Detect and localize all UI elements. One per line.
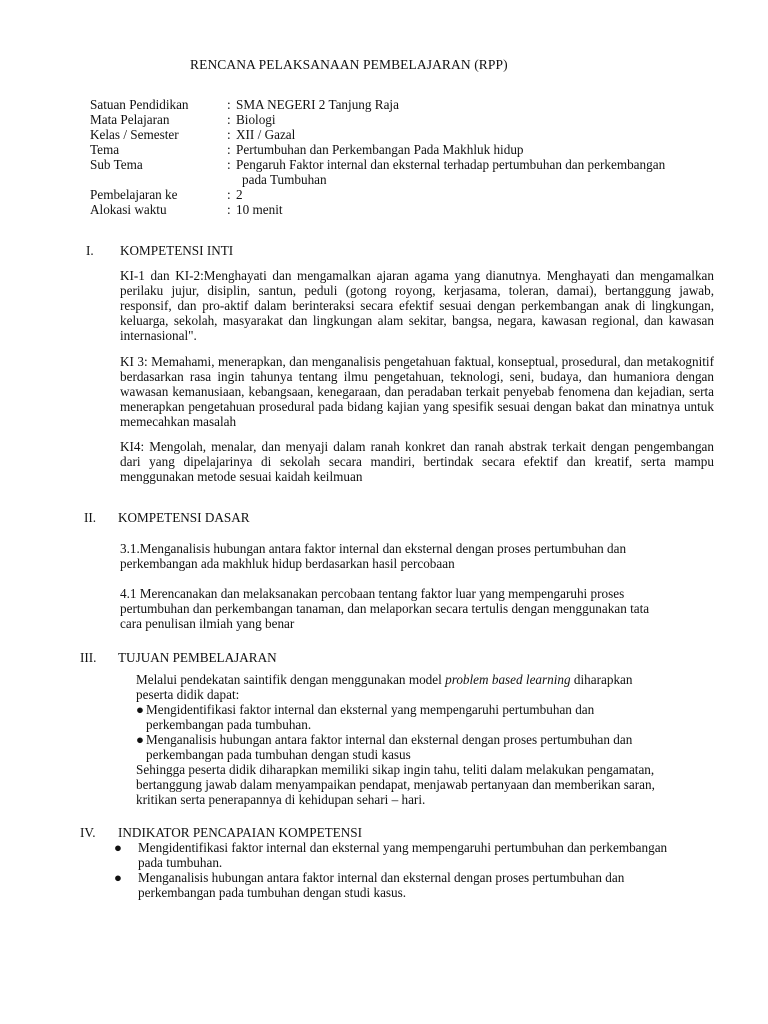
section-number: III. xyxy=(80,650,97,665)
meta-colon: : xyxy=(227,97,231,112)
meta-row-tema xyxy=(90,142,720,157)
paragraph-kd-3-1 xyxy=(120,541,730,571)
text-line xyxy=(136,672,736,687)
paragraph-ki1-ki2: KI-1 dan KI-2:Menghayati dan mengamalkan ajaran agama yang dianutnya. Menghayati dan mengamalkan perilaku jujur, disiplin, santun, peduli (gotong royong, kerjasama, toleran, damai), bertanggung jawab, responsif, dan pro-aktif dalam berinteraksi secara efektif sesuai dengan perkembangan anak di lingkungan, keluarga, sekolah, masyarakat dan lingkungan alam sekitar, bangsa, negara, kawasan regional, dan kawasan internasional". xyxy=(120,268,714,343)
meta-colon: : xyxy=(227,187,231,202)
list-item xyxy=(114,870,744,900)
identity-table xyxy=(90,97,720,217)
paragraph-kd-4-1 xyxy=(120,586,730,631)
text-line: kritikan serta penerapannya di kehidupan sehari – hari. xyxy=(136,792,426,807)
section-number: II. xyxy=(84,510,97,525)
meta-label: Sub Tema xyxy=(90,157,143,172)
section-title: KOMPETENSI DASAR xyxy=(118,510,250,525)
section-number: I. xyxy=(86,243,94,258)
meta-row-kelas xyxy=(90,127,720,142)
meta-colon: : xyxy=(227,202,231,217)
text-line: 3.1.Menganalisis hubungan antara faktor internal dan eksternal dengan proses pertumbuhan dan xyxy=(120,541,627,556)
bullet-icon: ● xyxy=(136,702,144,717)
meta-colon: : xyxy=(227,112,231,127)
text-line: 4.1 Merencanakan dan melaksanakan percobaan tentang faktor luar yang mempengaruhi proses xyxy=(120,586,625,601)
emphasis-text: problem based learning xyxy=(445,672,571,687)
text-line: cara penulisan ilmiah yang benar xyxy=(120,616,295,631)
paragraph-ki3: KI 3: Memahami, menerapkan, dan menganalisis pengetahuan faktual, konseptual, prosedural, dan metakognitif berdasarkan rasa ingin tahunya tentang ilmu pengetahuan, teknologi, seni, budaya, dan humaniora dengan wawasan kemanusiaan, kebangsaan, kenegaraan, dan peradaban terkait penyebab fenomena dan kejadian, serta menerapkan pengetahuan prosedural pada bidang kajian yang spesifik sesuai dengan bakat dan minatnya untuk memecahkan masalah xyxy=(120,354,714,429)
meta-label: Kelas / Semester xyxy=(90,127,179,142)
meta-row-pembelajaran xyxy=(90,187,720,202)
meta-row-mapel xyxy=(90,112,720,127)
meta-label: Alokasi waktu xyxy=(90,202,167,217)
meta-value: Pengaruh Faktor internal dan eksternal terhadap pertumbuhan dan perkembangan xyxy=(236,157,666,172)
bullet-icon: ● xyxy=(114,840,122,855)
meta-label: Pembelajaran ke xyxy=(90,187,178,202)
text-line: perkembangan pada tumbuhan dengan studi kasus. xyxy=(138,885,407,900)
text-run: Melalui pendekatan saintifik dengan menggunakan model xyxy=(136,672,446,687)
section-title: TUJUAN PEMBELAJARAN xyxy=(118,650,277,665)
text-line: peserta didik dapat: xyxy=(136,687,240,702)
bullet-icon: ● xyxy=(136,732,144,747)
meta-label-empty xyxy=(90,172,227,187)
list-item xyxy=(136,702,736,732)
text-line: perkembangan pada tumbuhan dengan studi kasus xyxy=(146,747,411,762)
meta-value: Pertumbuhan dan Perkembangan Pada Makhluk hidup xyxy=(236,142,524,157)
meta-colon: : xyxy=(227,142,231,157)
text-line: pertumbuhan dan perkembangan tanaman, dan melaporkan secara tertulis dengan menggunakan tata xyxy=(120,601,650,616)
text-run: diharapkan xyxy=(570,672,633,687)
text-line: perkembangan ada makhluk hidup berdasarkan hasil percobaan xyxy=(120,556,455,571)
text-line: pada tumbuhan. xyxy=(138,855,223,870)
meta-row-satuan xyxy=(90,97,720,112)
text-line: bertanggung jawab dalam menyampaikan pendapat, menjawab pertanyaan dan memberikan saran, xyxy=(136,777,655,792)
document-title: RENCANA PELAKSANAAN PEMBELAJARAN (RPP) xyxy=(190,57,508,72)
paragraph-ki4: KI4: Mengolah, menalar, dan menyaji dalam ranah konkret dan ranah abstrak terkait dengan pengembangan dari yang dipelajarinya di sekolah secara mandiri, bertindak secara efektif dan kreatif, serta mampu menggunakan metode sesuai kaidah keilmuan xyxy=(120,439,714,484)
text-line: Mengidentifikasi faktor internal dan eksternal yang mempengaruhi pertumbuhan dan xyxy=(146,702,595,717)
text-line: Menganalisis hubungan antara faktor internal dan eksternal dengan proses pertumbuhan dan xyxy=(138,870,625,885)
meta-colon: : xyxy=(227,157,231,172)
meta-value: Biologi xyxy=(236,112,276,127)
meta-row-subtema xyxy=(90,157,720,172)
meta-row-subtema-cont xyxy=(90,172,720,187)
text-line: perkembangan pada tumbuhan. xyxy=(146,717,312,732)
meta-value: pada Tumbuhan xyxy=(242,172,327,187)
paragraph-tujuan xyxy=(136,672,736,807)
meta-row-alokasi xyxy=(90,202,720,217)
section-number: IV. xyxy=(80,825,96,840)
section-title: KOMPETENSI INTI xyxy=(120,243,234,258)
list-item xyxy=(136,732,736,762)
meta-value: XII / Gazal xyxy=(236,127,296,142)
text-line: Menganalisis hubungan antara faktor internal dan eksternal dengan proses pertumbuhan dan xyxy=(146,732,633,747)
text-line: Sehingga peserta didik diharapkan memiliki sikap ingin tahu, teliti dalam melakukan pengamatan, xyxy=(136,762,655,777)
meta-colon-empty xyxy=(227,172,236,187)
meta-value: SMA NEGERI 2 Tanjung Raja xyxy=(236,97,399,112)
meta-value: 2 xyxy=(236,187,243,202)
bullet-icon: ● xyxy=(114,870,122,885)
meta-label: Tema xyxy=(90,142,120,157)
text-line: Mengidentifikasi faktor internal dan eksternal yang mempengaruhi pertumbuhan dan perkembangan xyxy=(138,840,668,855)
section-title: INDIKATOR PENCAPAIAN KOMPETENSI xyxy=(118,825,362,840)
indikator-list xyxy=(114,840,744,900)
meta-value: 10 menit xyxy=(236,202,283,217)
meta-label: Satuan Pendidikan xyxy=(90,97,189,112)
meta-label: Mata Pelajaran xyxy=(90,112,170,127)
meta-colon: : xyxy=(227,127,231,142)
list-item xyxy=(114,840,744,870)
